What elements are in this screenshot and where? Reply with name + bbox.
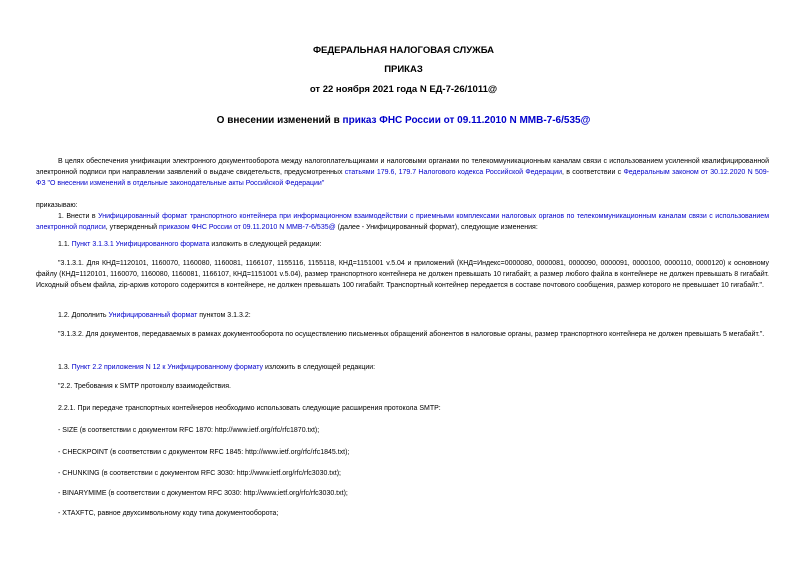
point-22-link[interactable]: Пункт 2.2 приложения N 12 к Унифицированному формату: [71, 364, 264, 371]
ext-checkpoint: - CHECKPOINT (в соответствии с документом RFC 1845: http://www.ietf.org/rfc/rfc1845.txt);: [58, 449, 350, 456]
quote-3131: "3.1.3.1. Для КНД=1120101, 1160070, 1160080, 1160081, 1166107, 1155116, 1155118, КНД=1151001 v.5.04 и приложений (КНД=Индекс=0000080, 0000081, 0000090, 0000091, 0000100, 0000110, 0000120) к основному файлу (КНД=1120101, 1160070, 1160080, 1160081, 1166107, КНД=1151001 v.5.04), размер транспортного контейнера не должен превышать 10 гигабайт, а размер любого файла в контейнере не должен превышать 8 гигабайт. Исходный объем файла, zip-архив которого содержится в контейнере, не должен превышать 100 гигабайт. Транспортный контейнер передается в составе почтового сообщения, размер которого не превышает 10 гигабайт.".: [36, 260, 769, 289]
unified-format-link-2[interactable]: Унифицированный формат: [108, 312, 198, 319]
item-1-3-text-2: изложить в следующей редакции:: [263, 364, 376, 371]
item-1-text-2: , утвержденный: [105, 224, 160, 231]
doc-subject: [0, 115, 807, 126]
order-535-link[interactable]: приказом ФНС России от 09.11.2010 N ММВ-7-6/535@: [159, 224, 336, 231]
order-word: приказываю:: [36, 202, 78, 209]
item-1-text-3: (далее - Унифицированный формат), следующие изменения:: [335, 224, 538, 231]
requirements-221: 2.2.1. При передаче транспортных контейнеров необходимо использовать следующие расширения протокола SMTP:: [58, 405, 441, 412]
subject-prefix: О внесении изменений в: [216, 115, 343, 126]
preamble-paragraph: [36, 156, 769, 189]
subject-link[interactable]: приказ ФНС России от 09.11.2010 N ММВ-7-6/535@: [342, 115, 591, 126]
ext-chunking: - CHUNKING (в соответствии с документом RFC 3030: http://www.ietf.org/rfc/rfc3030.txt);: [58, 470, 341, 477]
preamble-text-1: В целях обеспечения унификации электронного документооборота между налогоплательщиками и налоговыми органами по телекоммуникационным каналам связи с использованием усиленной квалифицированной электронной подписи при направлении заявлений о выдаче свидетельств, предусмотренных: [36, 158, 769, 176]
ext-xtaxftc: - XTAXFTC, равное двухсимвольному коду типа документооборота;: [58, 510, 279, 517]
item-1-1-paragraph: [36, 239, 769, 250]
item-1-text-1: 1. Внести в: [58, 213, 99, 220]
agency-title: ФЕДЕРАЛЬНАЯ НАЛОГОВАЯ СЛУЖБА: [312, 45, 495, 56]
item-1-2-paragraph: [36, 310, 769, 321]
federal-law-link[interactable]: Федеральным законом от 30.12.2020 N 509-ФЗ "О внесении изменений в отдельные законодательные акты Российской Федерации": [36, 169, 769, 187]
item-1-3-paragraph: [36, 362, 769, 373]
item-1-1-text-2: изложить в следующей редакции:: [209, 241, 322, 248]
requirements-22: "2.2. Требования к SMTP протоколу взаимодействия.: [58, 383, 231, 390]
point-3131-link[interactable]: Пункт 3.1.3.1 Унифицированного формата: [71, 241, 210, 248]
doc-date-number: от 22 ноября 2021 года N ЕД-7-26/1011@: [309, 84, 498, 95]
item-1-2-text-2: пунктом 3.1.3.2:: [197, 312, 251, 319]
tax-code-link[interactable]: статьями 179.6, 179.7 Налогового кодекса Российской Федерации: [344, 169, 562, 176]
preamble-text-2: , в соответствии с: [562, 169, 624, 176]
ext-binarymime: - BINARYMIME (в соответствии с документом RFC 3030: http://www.ietf.org/rfc/rfc3030.txt);: [58, 490, 348, 497]
item-1-3-text-1: 1.3.: [58, 364, 72, 371]
item-1-1-text-1: 1.1.: [58, 241, 72, 248]
quote-3132: "3.1.3.2. Для документов, передаваемых в рамках документооборота по осуществлению письменных обращений абонентов в налоговые органы, размер транспортного контейнера не должен превышать 5 мегабайт.".: [58, 331, 765, 338]
item-1-paragraph: [36, 211, 769, 233]
unified-format-link[interactable]: Унифицированный формат транспортного контейнера при информационном взаимодействии с приемными комплексами налоговых органов по телекоммуникационным каналам связи с использованием электронной подписи: [36, 213, 770, 231]
ext-size: - SIZE (в соответствии с документом RFC 1870: http://www.ietf.org/rfc/rfc1870.txt);: [58, 427, 320, 434]
doc-type: ПРИКАЗ: [384, 64, 423, 75]
item-1-2-text-1: 1.2. Дополнить: [58, 312, 109, 319]
